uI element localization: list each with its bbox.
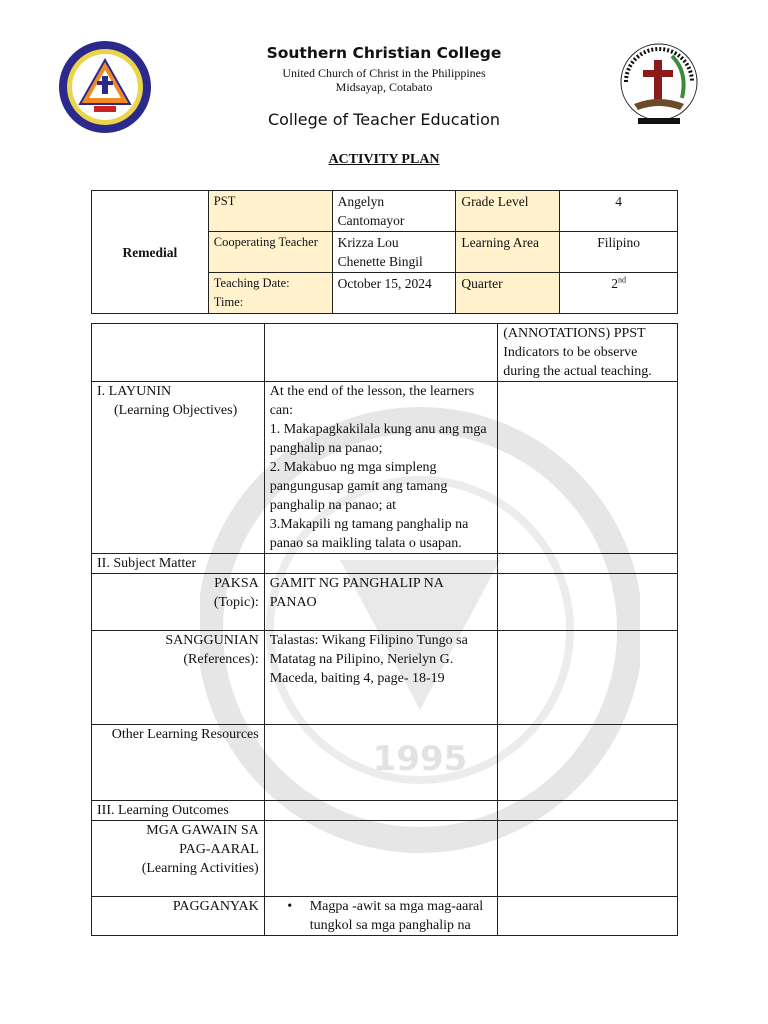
subject-matter-annotation [498, 554, 678, 574]
uccp-logo [616, 38, 702, 130]
college-address: Midsayap, Cotabato [335, 80, 433, 94]
teaching-date-label: Teaching Date: Time: [208, 273, 332, 314]
plan-header-blank-2 [264, 324, 498, 382]
learning-outcomes-label: III. Learning Outcomes [92, 801, 265, 821]
learning-activities-content [264, 821, 498, 897]
cooperating-teacher-value: Krizza Lou Chenette Bingil [332, 232, 456, 273]
subject-matter-content [264, 554, 498, 574]
pst-value: Angelyn Cantomayor [332, 191, 456, 232]
pagganyak-label: PAGGANYAK [92, 897, 265, 936]
learning-activities-annotation [498, 821, 678, 897]
grade-level-value: 4 [560, 191, 678, 232]
document-header [0, 0, 768, 180]
bullet-icon: • [287, 899, 293, 914]
other-resources-label: Other Learning Resources [92, 725, 265, 801]
department-name: College of Teacher Education [267, 110, 501, 129]
pagganyak-annotation [498, 897, 678, 936]
church-affiliation: United Church of Christ in the Philippines [282, 66, 486, 80]
quarter-label: Quarter [456, 273, 560, 314]
objectives-annotation [498, 382, 678, 554]
other-resources-value [264, 725, 498, 801]
layunin-label: I. LAYUNIN (Learning Objectives) [92, 382, 265, 554]
subject-matter-label: II. Subject Matter [92, 554, 265, 574]
learning-outcomes-content [264, 801, 498, 821]
learning-outcomes-annotation [498, 801, 678, 821]
plan-header-blank-1 [92, 324, 265, 382]
sanggunian-label: SANGGUNIAN (References): [92, 631, 265, 725]
watermark-year: 1995 [372, 739, 468, 779]
references-annotation [498, 631, 678, 725]
topic-annotation [498, 574, 678, 631]
learning-activities-label: MGA GAWAIN SA PAG-AARAL (Learning Activities) [92, 821, 265, 897]
references-value: Talastas: Wikang Filipino Tungo sa Matatag na Pilipino, Nerielyn G. Maceda, baiting 4, page- 18-19 [264, 631, 498, 725]
activity-info-table [91, 190, 678, 314]
college-name: Southern Christian College [266, 44, 502, 62]
paksa-label: PAKSA (Topic): [92, 574, 265, 631]
activity-plan-table [91, 323, 678, 936]
annotations-header: (ANNOTATIONS) PPST Indicators to be observe during the actual teaching. [498, 324, 678, 382]
quarter-value: 2nd [560, 273, 678, 314]
teaching-date-value: October 15, 2024 [332, 273, 456, 314]
grade-level-label: Grade Level [456, 191, 560, 232]
learning-area-value: Filipino [560, 232, 678, 273]
other-resources-annotation [498, 725, 678, 801]
topic-value: GAMIT NG PANGHALIP NA PANAO [264, 574, 498, 631]
cooperating-teacher-label: Cooperating Teacher [208, 232, 332, 273]
learning-objectives: At the end of the lesson, the learners can: 1. Makapagkakilala kung anu ang mga panghalip na panao; 2. Makabuo ng mga simpleng pangungusap gamit ang tamang panghalip na panao; at 3.Makapili ng tamang panghalip na panao sa maikling talata o usapan. [264, 382, 498, 554]
pagganyak-content: • Magpa -awit sa mga mag-aaral tungkol sa mga panghalip na [264, 897, 498, 936]
remedial-label: Remedial [92, 191, 209, 314]
pst-label: PST [208, 191, 332, 232]
learning-area-label: Learning Area [456, 232, 560, 273]
document-title: ACTIVITY PLAN [328, 152, 440, 167]
